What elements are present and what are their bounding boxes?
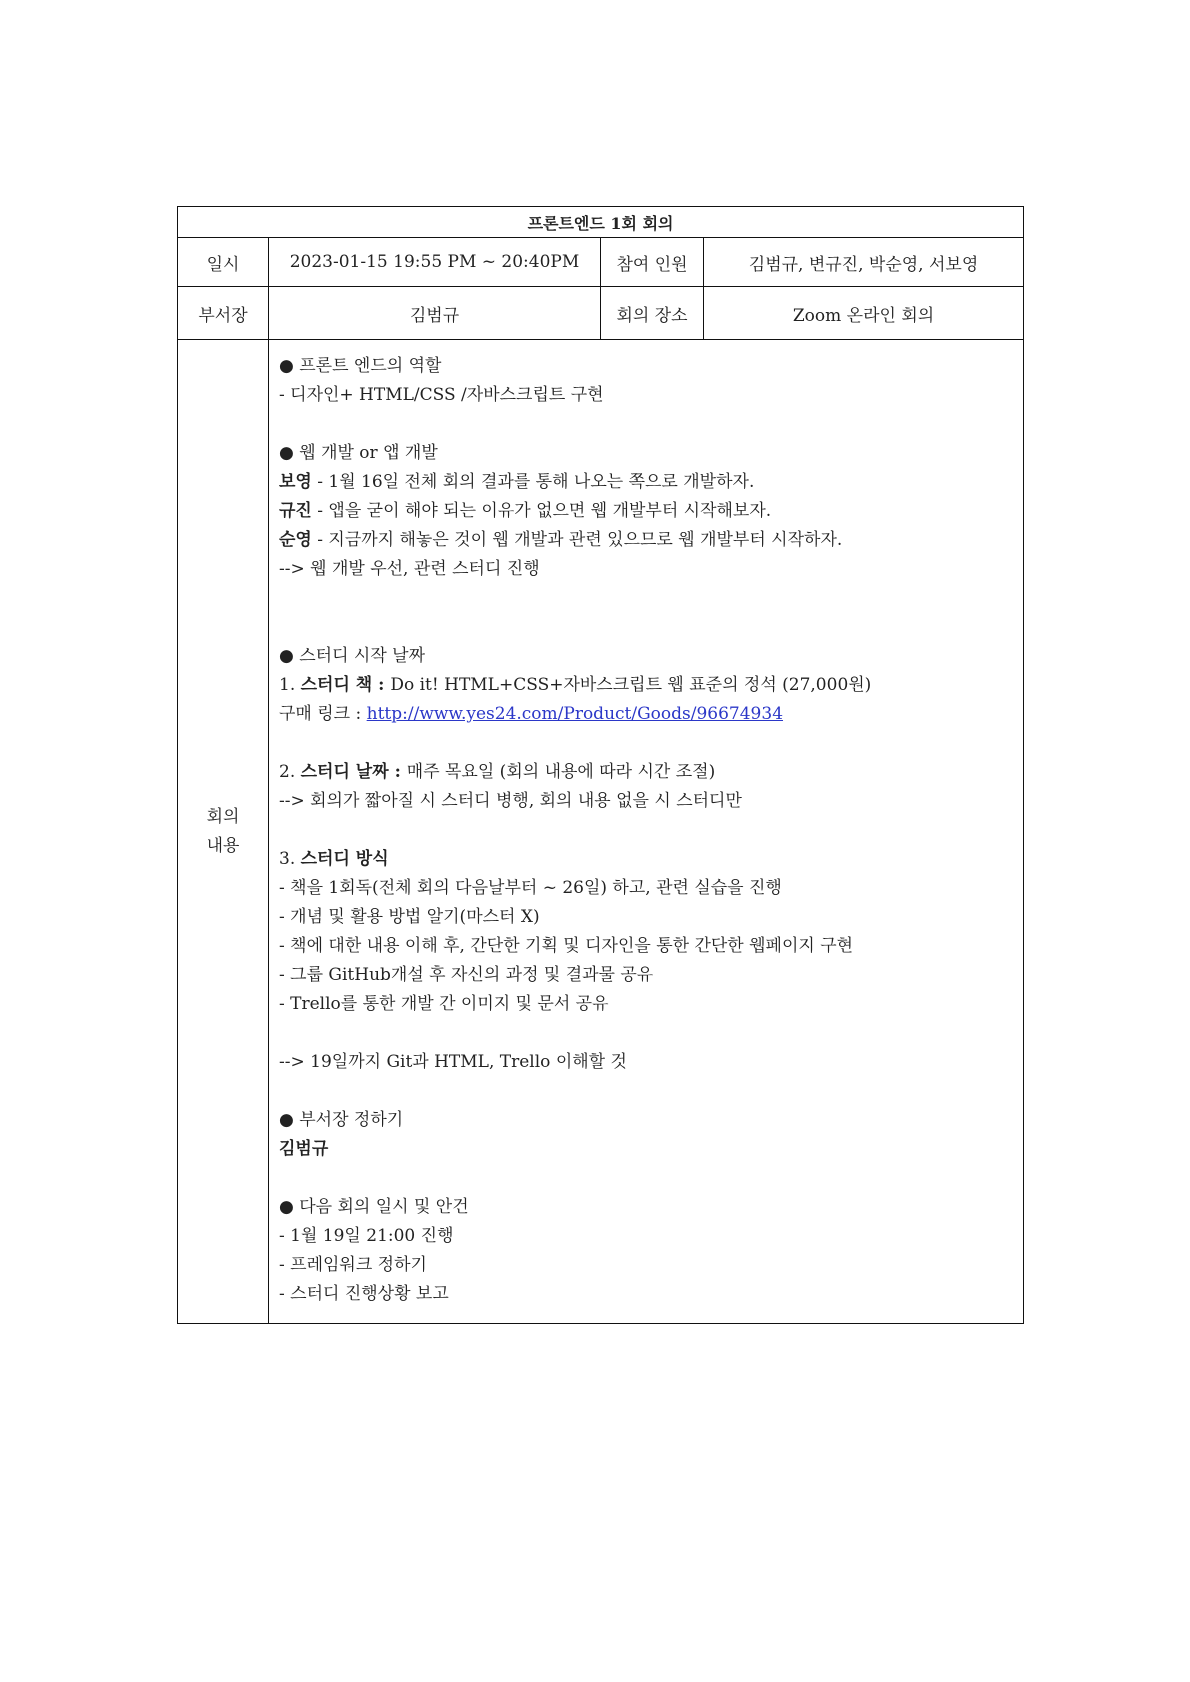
attendees-label: 참여 인원 [601, 238, 704, 287]
study-book-line [279, 671, 1013, 700]
attendees-value: 김범규, 변규진, 박순영, 서보영 [704, 238, 1024, 287]
section-next-meeting-heading: ● 다음 회의 일시 및 안건 [279, 1197, 469, 1217]
list-number: 1. [279, 675, 301, 695]
opinion-line [279, 468, 1013, 497]
opinion-text: - 지금까지 해놓은 것이 웹 개발과 관련 있으므로 웹 개발부터 시작하자. [311, 530, 843, 550]
study-method-line [279, 845, 1013, 874]
speaker-name: 순영 [279, 530, 312, 550]
list-number: 3. [279, 849, 301, 869]
study-method-item: - 책에 대한 내용 이해 후, 간단한 기획 및 디자인을 통한 간단한 웹페이지 구현 [279, 936, 854, 956]
meeting-minutes-table [177, 206, 1024, 1324]
study-method-label: 스터디 방식 [300, 849, 389, 869]
content-label [178, 340, 269, 1324]
study-date-note: --> 회의가 짧아질 시 스터디 병행, 회의 내용 없을 시 스터디만 [279, 791, 742, 811]
place-label: 회의 장소 [601, 287, 704, 340]
next-meeting-item: - 스터디 진행상황 보고 [279, 1284, 449, 1304]
opinion-text: - 앱을 굳이 해야 되는 이유가 없으면 웹 개발부터 시작해보자. [311, 501, 772, 521]
purchase-link-label: 구매 링크 : [279, 704, 367, 724]
opinion-line [279, 526, 1013, 555]
study-date-line [279, 758, 1013, 787]
study-date-text: 매주 목요일 (회의 내용에 따라 시간 조절) [406, 762, 716, 782]
next-meeting-item: - 프레임워크 정하기 [279, 1255, 427, 1275]
study-method-item: - 그룹 GitHub개설 후 자신의 과정 및 결과물 공유 [279, 965, 654, 985]
meeting-content [269, 340, 1024, 1324]
opinion-text: - 1월 16일 전체 회의 결과를 통해 나오는 쪽으로 개발하자. [311, 472, 755, 492]
content-label-line-2: 내용 [206, 835, 240, 856]
lead-name-text: 김범규 [279, 1139, 329, 1159]
place-value: Zoom 온라인 회의 [704, 287, 1024, 340]
purchase-link-line [279, 700, 1013, 729]
date-value: 2023-01-15 19:55 PM ~ 20:40PM [269, 238, 601, 287]
section-role-heading: ● 프론트 엔드의 역할 [279, 356, 442, 376]
study-method-item: - 개념 및 활용 방법 알기(마스터 X) [279, 907, 540, 927]
study-method-item: - 책을 1회독(전체 회의 다음날부터 ~ 26일) 하고, 관련 실습을 진행 [279, 878, 782, 898]
study-method-item: - Trello를 통한 개발 간 이미지 및 문서 공유 [279, 994, 609, 1014]
lead-label: 부서장 [178, 287, 269, 340]
study-date-label: 스터디 날짜 : [300, 762, 407, 782]
purchase-link[interactable]: http://www.yes24.com/Product/Goods/96674934 [366, 704, 784, 724]
lead-value: 김범규 [269, 287, 601, 340]
study-conclusion: --> 19일까지 Git과 HTML, Trello 이해할 것 [279, 1052, 627, 1072]
date-label: 일시 [178, 238, 269, 287]
meeting-title: 프론트엔드 1회 회의 [178, 207, 1024, 238]
study-book-label: 스터디 책 : [300, 675, 391, 695]
section-lead-heading: ● 부서장 정하기 [279, 1110, 404, 1130]
web-app-conclusion: --> 웹 개발 우선, 관련 스터디 진행 [279, 559, 540, 579]
speaker-name: 규진 [279, 501, 312, 521]
opinion-line [279, 497, 1013, 526]
content-label-line-1: 회의 [206, 806, 240, 827]
speaker-name: 보영 [279, 472, 312, 492]
next-meeting-item: - 1월 19일 21:00 진행 [279, 1226, 454, 1246]
section-web-app-heading: ● 웹 개발 or 앱 개발 [279, 443, 438, 463]
lead-name [279, 1135, 1013, 1164]
section-study-heading: ● 스터디 시작 날짜 [279, 646, 425, 666]
section-role-item: - 디자인+ HTML/CSS /자바스크립트 구현 [279, 385, 604, 405]
list-number: 2. [279, 762, 301, 782]
study-book-text: Do it! HTML+CSS+자바스크립트 웹 표준의 정석 (27,000원) [390, 675, 872, 695]
